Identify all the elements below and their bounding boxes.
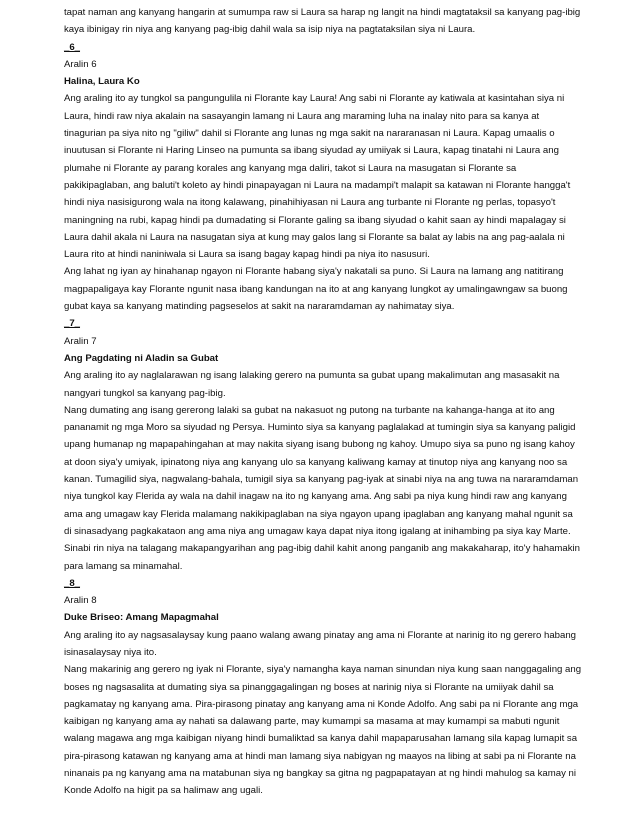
lesson-title: Ang Pagdating ni Aladin sa Gubat bbox=[64, 352, 219, 364]
lesson-title: Halina, Laura Ko bbox=[64, 76, 140, 88]
body-paragraph: Nang makarinig ang gerero ng iyak ni Florante, siya'y namangha kaya naman sinundan niya kung saan nanggagaling ang boses ng nagsasalita at dumating siya sa pinanggagalingan ng boses at narinig niya si Florante na umiiyak dahil sa pagkamatay ng kanyang ama. Pira-pirasong pinatay ang kanyang ama ni Konde Adolfo. Ang sabi pa ni Florante ang mga kaibigan ng kanyang ama ay nahati sa dalawang parte, may kumampi sa masama at may kumampi sa mabuti ngunit walang magawa ang mga kaibigan niyang hindi bumaliktad sa kanya dahil mapaparusahan lamang sila kapag lumapit sa pira-pirasong katawan ng kanyang ama at hindi man lamang siya nabigyan ng maayos na libing at sabi pa ni Florante na ninanais pa ng kanyang ama na matabunan siya ng bangkay sa gitna ng pagpapatayan at ng hindi mahulog sa kamay ni Konde Adolfo na higit pa sa halimaw ang ugali. bbox=[64, 664, 582, 797]
lesson-label: Aralin 6 bbox=[64, 58, 97, 70]
section-number: _8_ bbox=[64, 577, 81, 589]
body-paragraph: Nang dumating ang isang gererong lalaki sa gubat na nakasuot ng putong na turbante na kahanga-hanga at ito ang pananamit ng mga Moro sa siyudad ng Persya. Huminto siya sa kanyang paglalakad at tumingin siya sa kanyang paligid upang humanap ng mapapahingahan at may nakita siyang isang bubong ng kahoy. Umupo siya sa puno ng isang kahoy at doon siya'y umiyak, ipinatong niya ang kanyang ulo sa kanyang kaliwang kamay at tinutop niya ang kanyang noo sa kanan. Tumagilid siya, nagwalang-bahala, tumigil siya sa kanyang pag-iyak at sinabi niya na ang tuwa na nararamdaman niya tungkol kay Flerida ay wala na dahil inagaw na ito ng kanyang ama. Ang sabi pa niya kung hindi raw ang kanyang ama ang umagaw kay Flerida malamang nakikipaglaban na siya ngayon upang ipaglaban ang kanyang mahal ngunit sa di sinasadyang pagkakataon ang ama niya ang umagaw kaya dapat niya itong igalang at inihambing pa siya kay Marte. Sinabi rin niya na talagang makapangyarihan ang pag-ibig dahil kahit anong panganib ang makakaharap, ito'y hahamakin para lamang sa minamahal. bbox=[64, 404, 580, 572]
body-paragraph: Ang araling ito ay tungkol sa pangungulila ni Florante kay Laura! Ang sabi ni Florante ay katiwala at kasintahan siya ni Laura, hindi raw niya akalain na sasayangin lamang ni Laura ang maraming luha na inalay nito para sa kanya at tinagurian pa siya nito ng "giliw" dahil si Florante ang lunas ng mga sakit na nararanasan ni Laura. Kapag umaalis o inuutusan si Florante ni Haring Linseo na pumunta sa ibang siyudad ay umiiyak si Laura, kapag tinatahi ni Laura ang plumahe ni Florante ay parang korales ang kanyang mga daliri, takot si Laura na masugatan si Florante sa pakikipaglaban, ang baluti't koleto ay hindi pinapayagan ni Laura na madampi't malapit sa katawan ni Florante hangga't hindi niya nasisigurong wala na itong kalawang, pinahihiyasan ni Laura ang turbante ni Florante ng perlas, topasyo't maningning na rubi, kapag hindi pa dumadating si Florante galing sa ibang siyudad o kahit saan ay hindi mapalagay si Laura dahil akala ni Laura na nasugatan siya at kung may galos lang si Florante sa balat ay labis na ang pag-aalala ni Laura rito at hindi naniniwala si Laura sa isang bagay kapag hindi pa niya ito nasusuri. bbox=[64, 93, 571, 261]
body-paragraph: Ang araling ito ay naglalarawan ng isang lalaking gerero na pumunta sa gubat upang makalimutan ang masasakit na nangyari tungkol sa kanyang pag-ibig. bbox=[64, 370, 560, 399]
lesson-title: Duke Briseo: Amang Mapagmahal bbox=[64, 612, 219, 624]
lesson-label: Aralin 8 bbox=[64, 595, 97, 607]
body-paragraph: Ang lahat ng iyan ay hinahanap ngayon ni Florante habang siya'y nakatali sa puno. Si Laura na lamang ang natitirang magpapaligaya kay Florante ngunit nasa ibang kandungan na ito at ang kanyang lungkot ay umalingawngaw sa buong gubat kaya sa kanyang matinding pagseselos at sakit na nararamdaman ay nahimatay siya. bbox=[64, 266, 568, 313]
lesson-label: Aralin 7 bbox=[64, 335, 97, 347]
section-number: _6_ bbox=[64, 41, 81, 53]
intro-paragraph: tapat naman ang kanyang hangarin at sumumpa raw si Laura sa harap ng langit na hindi magtataksil sa kanyang pag-ibig kaya ibinigay rin niya ang kanyang pag-ibig dahil wala sa isip niya na pagtataksilan siya ni Laura. bbox=[64, 7, 581, 36]
body-paragraph: Ang araling ito ay nagsasalaysay kung paano walang awang pinatay ang ama ni Florante at narinig ito ng gerero habang isinasalaysay niya ito. bbox=[64, 629, 577, 658]
section-number: _7_ bbox=[64, 318, 81, 330]
